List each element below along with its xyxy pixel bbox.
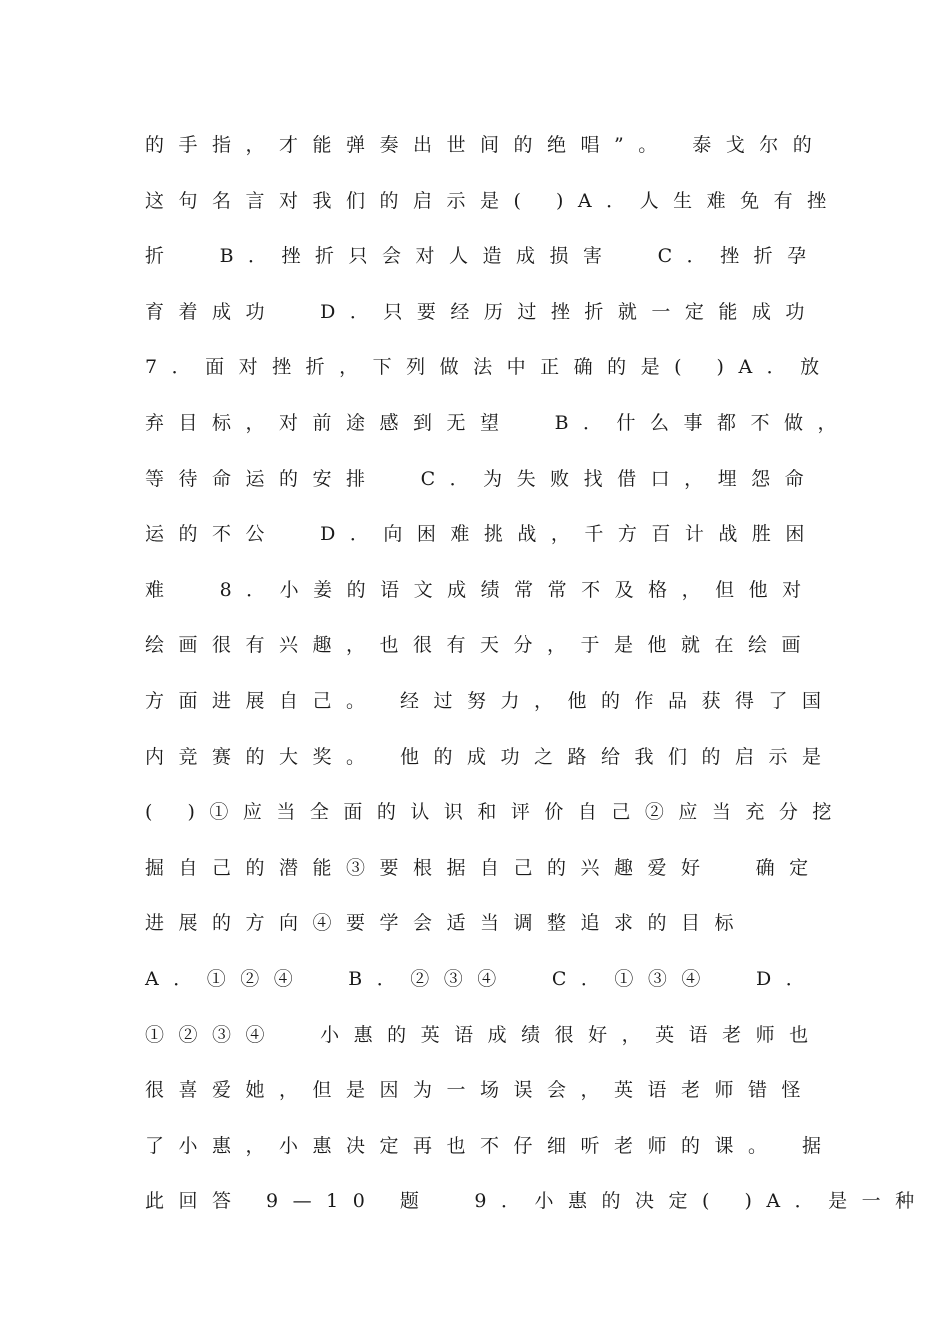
text-line: 难 8．小姜的语文成绩常常不及格，但他对 [145, 578, 816, 601]
text-line: 绘画很有兴趣，也很有天分，于是他就在绘画 [145, 634, 816, 657]
text-line: 折 B．挫折只会对人造成损害 C．挫折孕 [145, 245, 821, 268]
text-line: 运的不公 D．向困难挑战，千方百计战胜困 [145, 523, 819, 546]
text-line: A．①②④ B．②③④ C．①③④ D． [145, 967, 820, 990]
text-line: 等待命运的安排 C．为失败找借口，埋怨命 [145, 467, 819, 490]
text-line: 此回答 9—10 题 9．小惠的决定( )A．是一种 [145, 1190, 929, 1213]
text-line: 内竞赛的大奖。 他的成功之路给我们的启示是 [145, 745, 836, 768]
text-line: 的手指，才能弹奏出世间的绝唱”。 泰戈尔的 [145, 134, 827, 156]
text-line: 进展的方向④要学会适当调整追求的目标 [145, 912, 749, 935]
text-line: ( )①应当全面的认识和评价自己②应当充分挖 [145, 801, 846, 824]
text-line: 很喜爱她，但是因为一场误会，英语老师错怪 [145, 1079, 816, 1102]
text-line: 了小惠，小惠决定再也不仔细听老师的课。 据 [145, 1134, 836, 1157]
body-text [145, 124, 929, 1236]
text-line: 育着成功 D．只要经历过挫折就一定能成功 [145, 300, 819, 323]
text-line: 掘自己的潜能③要根据自己的兴趣爱好 确定 [145, 856, 823, 879]
text-line: 7．面对挫折，下列做法中正确的是( )A．放 [145, 356, 834, 379]
text-line: 方面进展自己。 经过努力，他的作品获得了国 [145, 689, 836, 712]
text-line: ①②③④ 小惠的英语成绩很好，英语老师也 [145, 1023, 823, 1046]
text-line: 弃目标，对前途感到无望 B．什么事都不做， [145, 411, 852, 434]
text-line: 这句名言对我们的启示是( )A．人生难免有挫 [145, 189, 841, 212]
